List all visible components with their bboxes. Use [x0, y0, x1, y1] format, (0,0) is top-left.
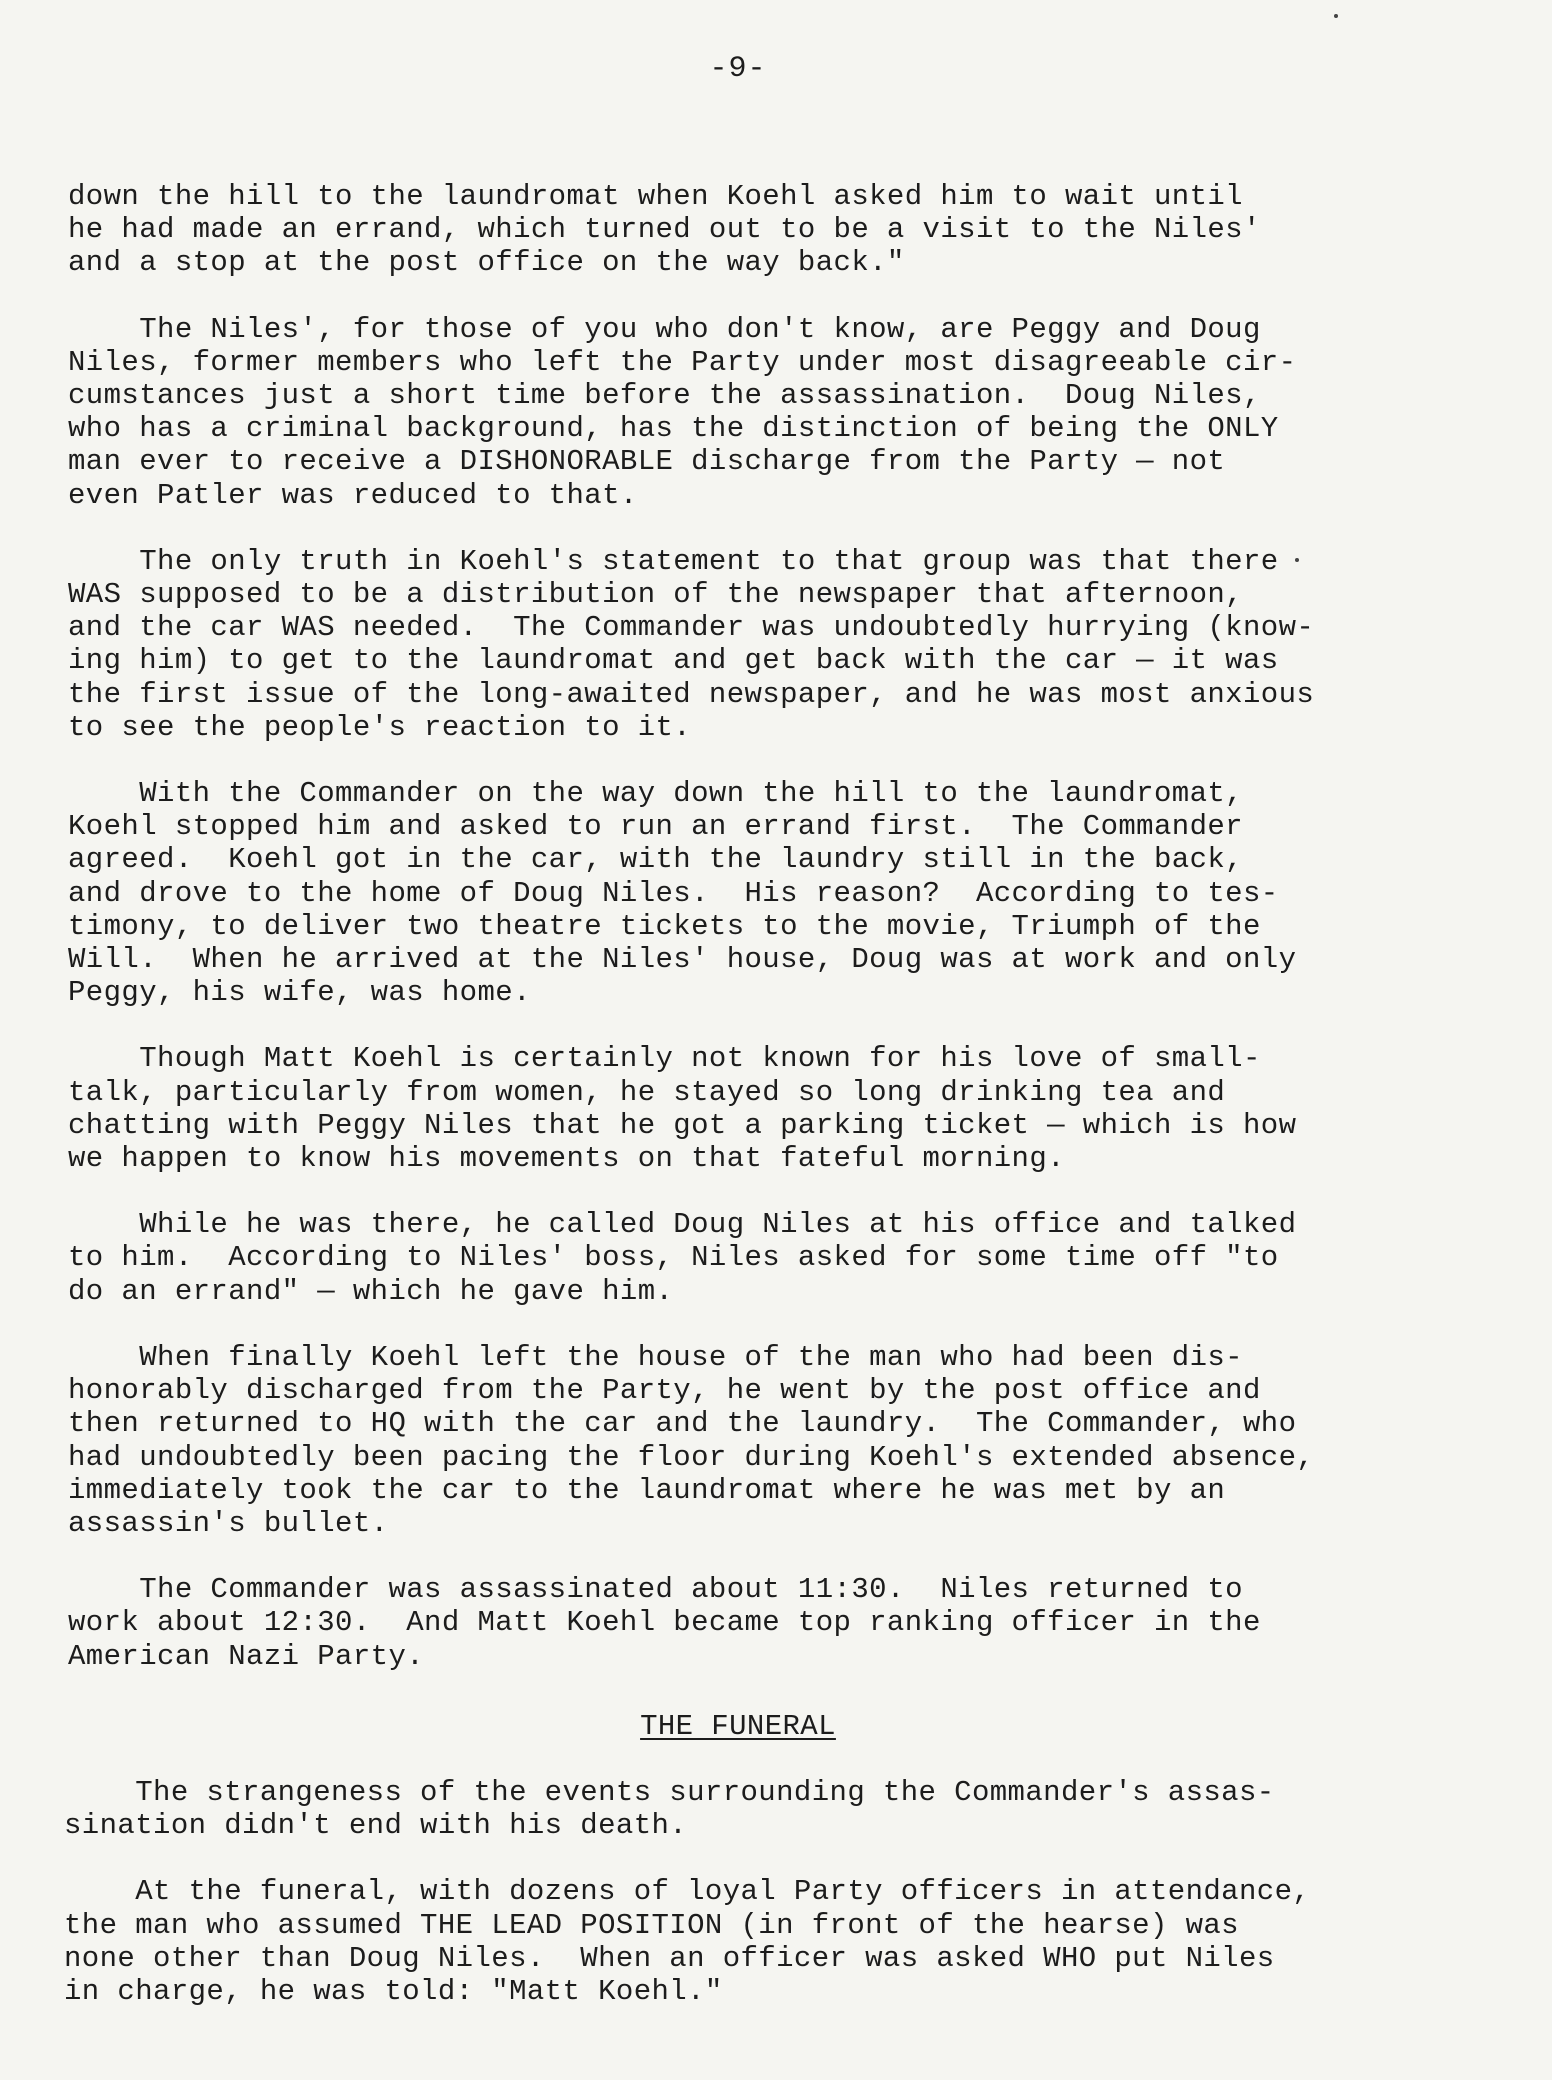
text-line: ing him) to get to the laundromat and get back with the car — it was: [68, 644, 1279, 678]
text-line: Will. When he arrived at the Niles' house, Doug was at work and only: [68, 943, 1297, 977]
text-line: had undoubtedly been pacing the floor during Koehl's extended absence,: [68, 1440, 1315, 1474]
text-line: we happen to know his movements on that fateful morning.: [68, 1142, 1065, 1176]
text-line: to him. According to Niles' boss, Niles asked for some time off "to: [68, 1241, 1279, 1275]
text-line: and drove to the home of Doug Niles. His reason? According to tes-: [68, 876, 1279, 910]
text-line: man ever to receive a DISHONORABLE discharge from the Party — not: [68, 445, 1226, 479]
text-line: The Commander was assassinated about 11:30. Niles returned to: [68, 1573, 1243, 1607]
text-line: and a stop at the post office on the way back.": [68, 246, 905, 280]
text-line: With the Commander on the way down the hill to the laundromat,: [68, 777, 1243, 811]
paragraph: [68, 180, 1488, 280]
paragraph: [68, 1573, 1488, 1673]
section-heading: THE FUNERAL: [640, 1710, 836, 1743]
text-line: talk, particularly from women, he stayed so long drinking tea and: [68, 1075, 1226, 1109]
text-line: The strangeness of the events surrounding the Commander's assas-: [64, 1776, 1275, 1809]
text-line: then returned to HQ with the car and the laundry. The Commander, who: [68, 1407, 1297, 1441]
paragraph: [68, 545, 1488, 744]
text-line: Peggy, his wife, was home.: [68, 976, 531, 1010]
text-line: who has a criminal background, has the distinction of being the ONLY: [68, 412, 1279, 446]
paragraph: [64, 1875, 1484, 2008]
body-text-bottom: [64, 1776, 1484, 2041]
text-line: chatting with Peggy Niles that he got a parking ticket — which is how: [68, 1108, 1297, 1142]
text-line: and the car WAS needed. The Commander was undoubtedly hurrying (know-: [68, 611, 1315, 645]
paragraph: [68, 1208, 1488, 1308]
text-line: Niles, former members who left the Party under most disagreeable cir-: [68, 345, 1297, 379]
stray-mark: [1295, 558, 1299, 562]
text-line: The only truth in Koehl's statement to that group was that there: [68, 544, 1279, 578]
text-line: do an errand" — which he gave him.: [68, 1274, 674, 1308]
text-line: in charge, he was told: "Matt Koehl.": [64, 1975, 723, 2009]
paragraph: [68, 313, 1488, 512]
text-line: even Patler was reduced to that.: [68, 478, 638, 512]
text-line: down the hill to the laundromat when Koehl asked him to wait until: [68, 180, 1243, 213]
text-line: agreed. Koehl got in the car, with the laundry still in the back,: [68, 843, 1243, 877]
text-line: At the funeral, with dozens of loyal Party officers in attendance,: [64, 1875, 1311, 1909]
text-line: Though Matt Koehl is certainly not known for his love of small-: [68, 1042, 1261, 1076]
body-text-top: [68, 180, 1488, 1706]
text-line: to see the people's reaction to it.: [68, 710, 692, 744]
page-number: -9-: [709, 52, 767, 86]
text-line: none other than Doug Niles. When an officer was asked WHO put Niles: [64, 1941, 1275, 1975]
text-line: honorably discharged from the Party, he went by the post office and: [68, 1374, 1261, 1408]
text-line: he had made an errand, which turned out to be a visit to the Niles': [68, 213, 1261, 247]
text-line: When finally Koehl left the house of the man who had been dis-: [68, 1340, 1243, 1374]
paragraph: [64, 1776, 1484, 1842]
text-line: the first issue of the long-awaited newspaper, and he was most anxious: [68, 677, 1315, 711]
text-line: While he was there, he called Doug Niles at his office and talked: [68, 1208, 1297, 1242]
text-line: cumstances just a short time before the assassination. Doug Niles,: [68, 379, 1261, 413]
text-line: timony, to deliver two theatre tickets to the movie, Triumph of the: [68, 909, 1261, 943]
stray-mark: [1334, 14, 1338, 18]
text-line: work about 12:30. And Matt Koehl became top ranking officer in the: [68, 1606, 1261, 1640]
text-line: the man who assumed THE LEAD POSITION (in front of the hearse) was: [64, 1908, 1239, 1942]
text-line: assassin's bullet.: [68, 1506, 389, 1540]
text-line: Koehl stopped him and asked to run an errand first. The Commander: [68, 810, 1243, 844]
text-line: American Nazi Party.: [68, 1639, 425, 1673]
text-line: sination didn't end with his death.: [64, 1809, 688, 1843]
text-line: WAS supposed to be a distribution of the newspaper that afternoon,: [68, 578, 1243, 612]
text-line: immediately took the car to the laundromat where he was met by an: [68, 1473, 1226, 1507]
paragraph: [68, 1341, 1488, 1540]
text-line: The Niles', for those of you who don't know, are Peggy and Doug: [68, 312, 1261, 346]
paragraph: [68, 777, 1488, 1009]
paragraph: [68, 1042, 1488, 1175]
